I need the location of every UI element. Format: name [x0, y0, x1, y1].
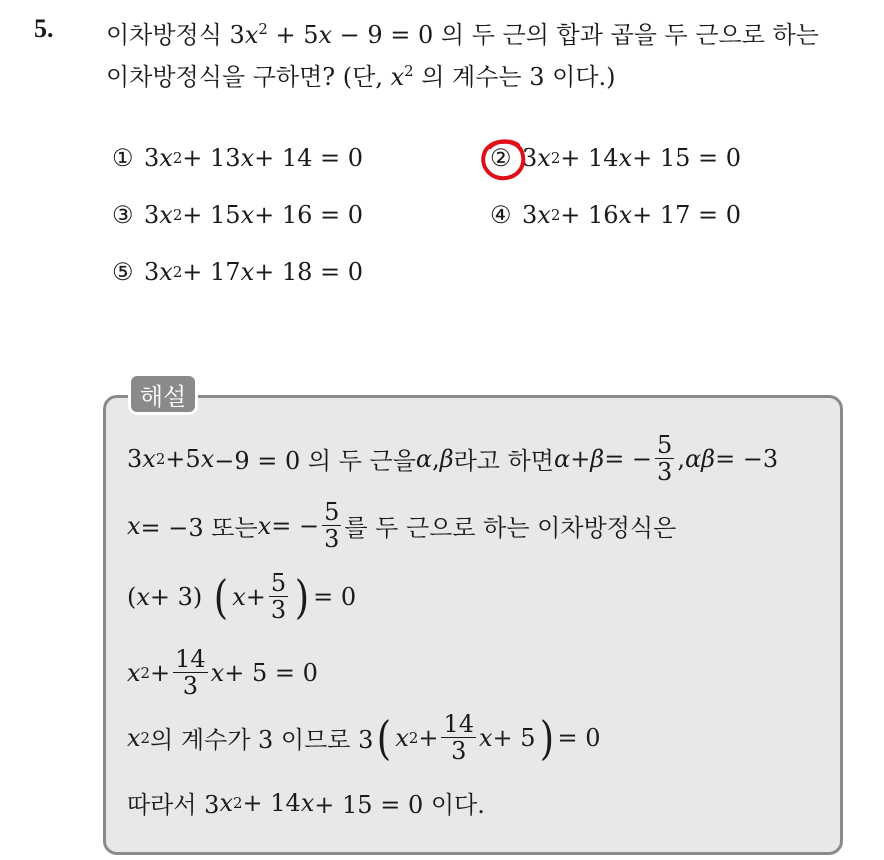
option-mark: ① [112, 144, 134, 172]
option-mark: ② [490, 144, 512, 172]
fraction: $\frac{14}{3}$ [175, 645, 206, 701]
option-mark: ④ [490, 201, 512, 229]
option-2[interactable]: ② 3 x 2 + 14 x + 15 = 0 [490, 144, 742, 172]
solution-line-3: ( x + 3) ( x + $\frac{5}{3}$ ) = 0 [127, 569, 357, 625]
option-mark: ③ [112, 201, 134, 229]
option-4[interactable]: ④ 3 x 2 + 16 x + 17 = 0 [490, 201, 742, 229]
fraction: $\frac{5}{3}$ [657, 431, 673, 487]
option-5[interactable]: ⑤ 3 x 2 + 17 x + 18 = 0 [112, 258, 364, 286]
question-line-2: 이차방정식을 구하면? (단, $x^2$ 의 계수는 3 이다.) [106, 62, 616, 91]
solution-line-4: x 2 + $\frac{14}{3}$ x + 5 = 0 [127, 645, 318, 701]
question-line-1: 이차방정식 $3x^2 + 5x - 9 = 0$ 의 두 근의 합과 곱을 두 근으로 하는 [106, 20, 819, 49]
solution-line-6: 따라서 3 x 2 + 14 x + 15 = 0 이다. [127, 788, 485, 819]
solution-line-2: x = −3 또는 x = − $\frac{5}{3}$ 를 두 근으로 하는 이차방정식은 [127, 498, 677, 554]
fraction: $\frac{5}{3}$ [270, 569, 287, 625]
option-mark: ⑤ [112, 258, 134, 286]
answer-circle-mark [478, 136, 532, 186]
fraction: $\frac{14}{3}$ [443, 710, 474, 766]
solution-line-5: x 2 의 계수가 3 이므로 3 ( x 2 + $\frac{14}{3}$ x + 5 ) = 0 [127, 710, 601, 766]
solution-tag: 해설 [128, 373, 198, 415]
solution-line-1: 3 x 2 +5 x −9 = 0 의 두 근을 α , β 라고 하면 α+β = − $\frac{5}{3}$ , αβ = −3 [127, 431, 779, 487]
fraction: $\frac{5}{3}$ [324, 498, 340, 554]
option-3[interactable]: ③ 3 x 2 + 15 x + 16 = 0 [112, 201, 364, 229]
option-1[interactable]: ① 3 x 2 + 13 x + 14 = 0 [112, 144, 364, 172]
question-number: 5. [34, 14, 54, 43]
